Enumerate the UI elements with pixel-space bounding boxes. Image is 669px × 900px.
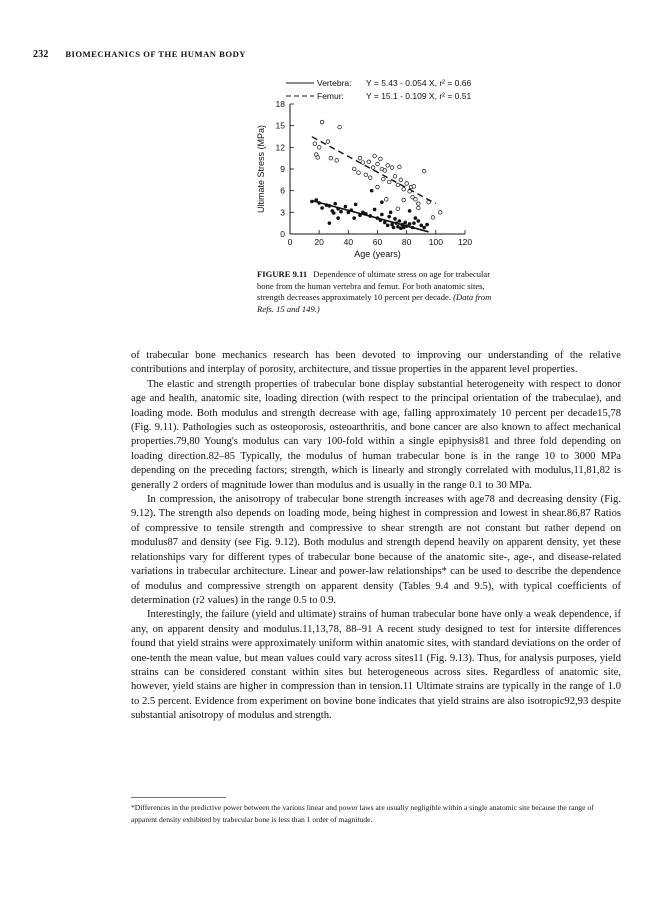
data-point-vertebra [320, 206, 324, 210]
data-point-femur [376, 162, 380, 166]
scatter-chart [250, 76, 500, 266]
data-point-femur [361, 161, 365, 165]
data-point-femur [422, 169, 426, 173]
data-point-vertebra [395, 221, 399, 225]
footnote: *Differences in the predictive power between the various linear and power laws are usually negligible within a single anatomic site because the range of apparent density exhibited by trabecular bone is less than 1 order of magnitude. [131, 803, 594, 824]
x-tick-label: 40 [343, 237, 354, 247]
data-point-femur [402, 187, 406, 191]
data-point-vertebra [368, 214, 372, 218]
data-point-femur [384, 198, 388, 202]
data-point-femur [386, 164, 390, 168]
data-point-vertebra [333, 202, 337, 206]
data-point-vertebra [380, 213, 384, 217]
data-point-vertebra [373, 208, 377, 212]
data-point-vertebra [349, 208, 353, 212]
data-point-vertebra [352, 216, 356, 220]
data-point-femur [402, 198, 406, 202]
data-point-femur [398, 165, 402, 169]
data-point-femur [390, 166, 394, 170]
data-point-vertebra [364, 212, 368, 216]
data-point-femur [335, 159, 339, 163]
data-point-vertebra [347, 211, 351, 215]
page-number: 232 [33, 49, 49, 60]
fit-line-femur [312, 137, 436, 204]
legend-label: Vertebra: [317, 78, 352, 88]
data-point-vertebra [419, 224, 423, 228]
data-point-vertebra [386, 224, 390, 228]
y-tick-label: 3 [280, 207, 285, 218]
data-point-femur [427, 200, 431, 204]
data-point-femur [352, 167, 356, 171]
data-point-vertebra [422, 226, 426, 230]
data-point-femur [399, 178, 403, 182]
data-point-vertebra [339, 210, 343, 214]
data-point-vertebra [344, 205, 348, 209]
data-point-vertebra [379, 218, 383, 222]
data-point-femur [383, 169, 387, 173]
data-point-vertebra [354, 203, 358, 207]
data-point-femur [358, 156, 362, 160]
data-point-femur [371, 166, 375, 170]
x-tick-label: 60 [372, 237, 383, 247]
data-point-vertebra [392, 226, 396, 230]
data-point-femur [320, 120, 324, 124]
data-point-femur [417, 202, 421, 206]
y-tick-label: 12 [275, 142, 285, 153]
data-point-femur [367, 160, 371, 164]
data-point-vertebra [398, 219, 402, 223]
data-point-femur [338, 125, 342, 129]
data-point-vertebra [417, 219, 421, 223]
legend-label: Femur: [317, 91, 344, 101]
data-point-femur [368, 176, 372, 180]
data-point-femur [313, 142, 317, 146]
body-text [131, 349, 621, 724]
data-point-vertebra [376, 216, 380, 220]
x-tick-label: 80 [401, 237, 412, 247]
data-point-vertebra [408, 209, 412, 213]
data-point-femur [414, 198, 418, 202]
data-point-vertebra [425, 223, 429, 227]
data-point-vertebra [310, 200, 314, 204]
data-point-vertebra [314, 198, 318, 202]
legend-equation: Y = 5.43 - 0.054 X, r² = 0.66 [366, 78, 472, 88]
running-head [33, 49, 246, 60]
footnote-rule [131, 797, 226, 798]
paragraph: In compression, the anisotropy of trabecular bone strength increases with age78 and decreasing density (Fig. 9.12). The strength also depends on loading mode, being highest in compression and lowest in shear.86,87 Ratios of compressive to tensile strength and compressive to shear strength are not constant but rather depend on modulus87 and density (see Fig. 9.12). Both modulus and strength depend heavily on apparent density, yet these relationships vary for different types of trabecular bone because of the anatomic site-, age-, and disease-related variations in trabecular architecture. Linear and power-law relationships* can be used to describe the dependence of modulus and compressive strength on apparent density (Tables 9.4 and 9.5), with typical coefficients of determination (r2 values) in the range 0.5 to 0.9. [131, 494, 621, 606]
data-point-vertebra [328, 221, 332, 225]
data-point-femur [408, 190, 412, 194]
data-point-vertebra [317, 201, 321, 205]
paragraph: The elastic and strength properties of trabecular bone display substantial heterogeneity with respect to donor age and health, anatomic site, loading direction (with respect to the principal orientation of the trabeculae), and loading mode. Both modulus and strength decrease with age, falling approximately 10 percent per decade15,78 (Fig. 9.11). Pathologies such as osteoporosis, osteoarthritis, and bone cancer are also known to affect mechanical properties.79,80 Young's modulus can vary 100-fold within a single epiphysis81 and three fold depending on loading direction.82–85 Typically, the modulus of human trabecular bone is in the range 10 to 3000 MPa depending on the preceding factors; strength, which is linearly and strongly correlated with modulus,11,81,82 is generally 2 orders of magnitude lower than modulus and is usually in the range 0.1 to 30 MPa. [131, 378, 621, 491]
data-point-femur [412, 185, 416, 189]
data-point-femur [438, 211, 442, 215]
legend-equation: Y = 15.1 - 0.109 X, r² = 0.51 [366, 91, 472, 101]
data-point-vertebra [380, 200, 384, 204]
figure-label: FIGURE 9.11 [257, 269, 308, 279]
y-tick-label: 9 [280, 164, 285, 174]
x-tick-label: 20 [314, 237, 324, 247]
data-point-femur [373, 154, 377, 158]
x-tick-label: 0 [287, 237, 293, 247]
data-point-vertebra [408, 222, 412, 226]
data-point-vertebra [328, 204, 332, 208]
y-tick-label: 6 [280, 185, 285, 196]
figure-9-11-chart [250, 76, 500, 266]
data-point-vertebra [414, 216, 418, 220]
data-point-vertebra [358, 213, 362, 217]
y-tick-label: 0 [280, 229, 285, 239]
data-point-femur [396, 183, 400, 187]
x-tick-label: 100 [428, 237, 443, 247]
x-tick-label: 120 [457, 237, 473, 247]
data-point-femur [316, 156, 320, 160]
data-point-femur [382, 177, 386, 181]
data-point-vertebra [393, 217, 397, 221]
y-tick-label: 18 [275, 99, 285, 109]
x-axis-title: Age (years) [354, 249, 401, 259]
data-point-vertebra [405, 224, 409, 228]
data-point-femur [317, 146, 321, 150]
data-point-femur [387, 180, 391, 184]
data-point-vertebra [411, 226, 415, 230]
data-point-femur [431, 216, 435, 220]
data-point-femur [405, 182, 409, 186]
data-point-femur [326, 140, 330, 144]
paragraph: of trabecular bone mechanics research has been devoted to improving our understanding of the relative contributions and interplay of porosity, architecture, and tissue properties in the apparent level properties. [131, 350, 621, 376]
y-tick-label: 15 [275, 120, 285, 131]
data-point-vertebra [336, 216, 340, 220]
data-point-femur [379, 157, 383, 161]
data-point-vertebra [383, 221, 387, 225]
caption-source: (Data from Refs. 15 and 149.) [257, 292, 492, 314]
figure-caption [257, 269, 505, 315]
data-point-femur [376, 185, 380, 189]
paragraph: Interestingly, the failure (yield and ultimate) strains of human trabecular bone have only a weak dependence, if any, on apparent density and modulus.11,13,78, 88–91 A recent study designed to test for intersite differences found that yield strains were approximately uniform within anatomic sites, with standard deviations on the order of one-tenth the mean value, but mean values could vary across sites11 (Fig. 9.13). Thus, for analysis purposes, yield strains can be considered constant within sites but heterogeneous across sites. Regardless of anatomic site, however, yield stains are higher in compression than in tension.11 Ultimate strains are typically in the range of 1.0 to 2.5 percent. Evidence from experiment on bovine bone indicates that yield strains are also isotropic92,93 despite substantial anisotropy of modulus and strength. [131, 609, 621, 722]
data-point-vertebra [389, 211, 393, 215]
caption-text: Dependence of ultimate stress on age for trabecular bone from the human vertebra and femur. For both anatomic sites, strength decreases approximately 10 percent per decade. [257, 269, 491, 303]
data-point-vertebra [370, 189, 374, 193]
data-point-femur [396, 207, 400, 211]
data-point-vertebra [403, 221, 407, 225]
data-point-femur [329, 156, 333, 160]
data-point-vertebra [412, 221, 416, 225]
data-point-vertebra [336, 207, 340, 211]
data-point-femur [357, 171, 361, 175]
running-title: BIOMECHANICS OF THE HUMAN BODY [65, 49, 246, 59]
data-point-femur [364, 173, 368, 177]
data-point-femur [393, 174, 397, 178]
data-point-vertebra [387, 215, 391, 219]
data-point-femur [417, 206, 421, 210]
data-point-vertebra [332, 211, 336, 215]
y-axis-title: Ultimate Stress (MPa) [256, 124, 266, 214]
